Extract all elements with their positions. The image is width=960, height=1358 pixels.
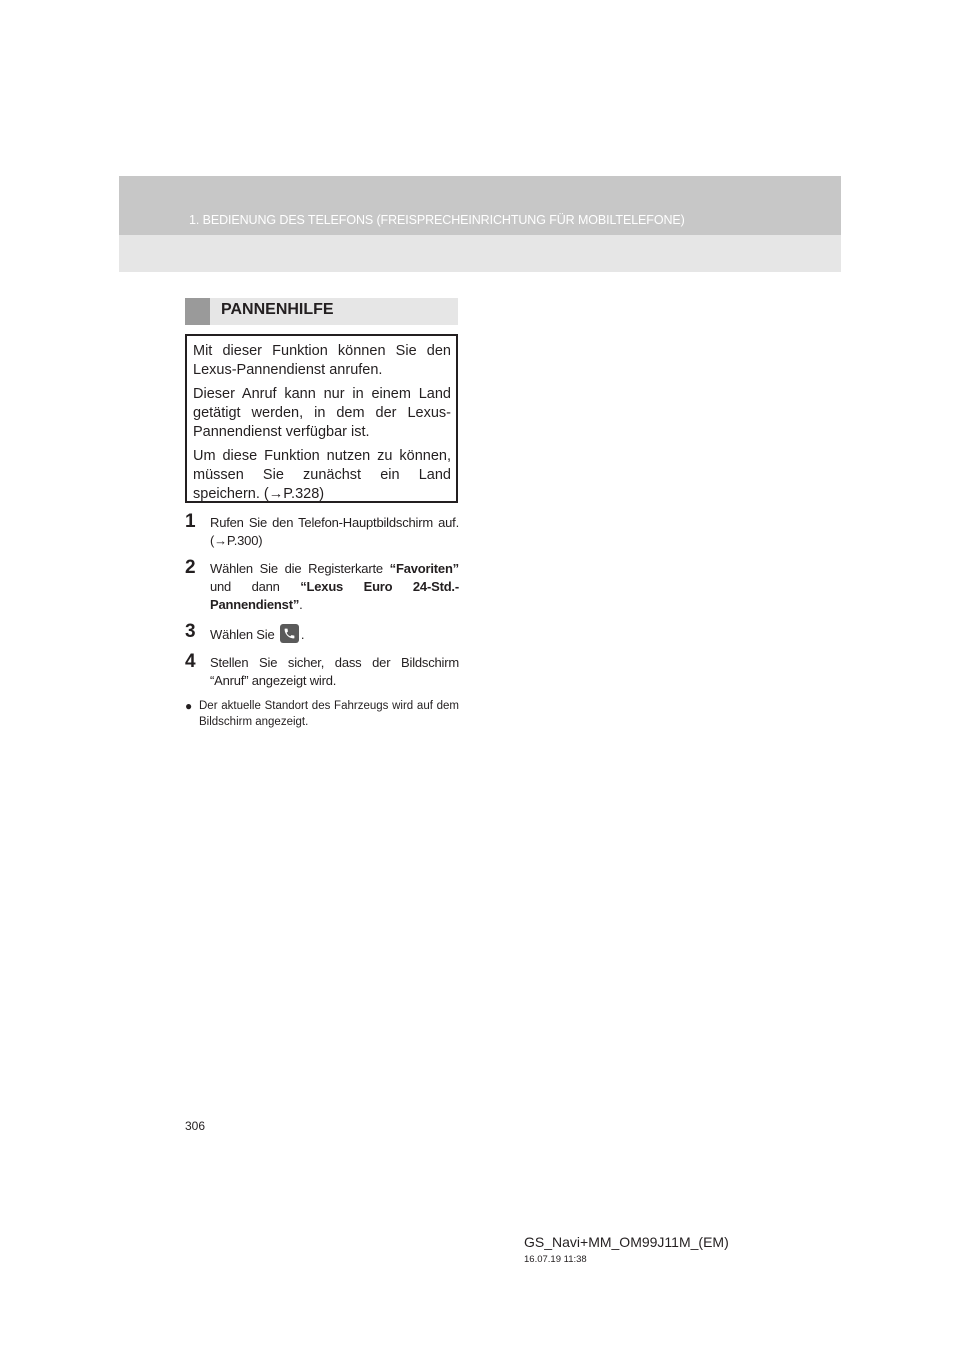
step-4: [185, 652, 459, 690]
step-text-part: und dann: [210, 579, 301, 594]
document-id: GS_Navi+MM_OM99J11M_(EM): [524, 1234, 729, 1250]
section-title: 1. BEDIENUNG DES TELEFONS (FREISPRECHEINRICHTUNG FÜR MOBILTELEFONE): [189, 213, 685, 227]
info-paragraph: Mit dieser Funktion können Sie den Lexus-Pannendienst anrufen.: [193, 343, 451, 378]
info-box: [185, 334, 458, 503]
step-2: [185, 558, 459, 614]
note-bullet: [185, 698, 459, 730]
step-number: 4: [185, 651, 196, 672]
step-text-part: Wählen Sie die Registerkarte: [210, 561, 390, 576]
step-1: [185, 512, 459, 550]
info-paragraph: Um diese Funktion nutzen zu können, müssen Sie zunächst ein Land speichern. (→P.328): [193, 448, 451, 502]
bullet-text: Der aktuelle Standort des Fahrzeugs wird auf dem Bildschirm angezeigt.: [199, 700, 459, 728]
step-number: 1: [185, 511, 196, 532]
step-text: [210, 558, 459, 614]
step-number: 2: [185, 557, 196, 578]
tab-name: “Favoriten”: [389, 561, 459, 576]
phone-icon: [280, 624, 299, 643]
step-text: Rufen Sie den Telefon-Hauptbildschirm auf. (→P.300): [210, 515, 459, 548]
header-band: [119, 176, 841, 272]
step-3: [185, 622, 459, 644]
info-paragraph: Dieser Anruf kann nur in einem Land getätigt werden, in dem der Lexus-Pannendienst verfügbar ist.: [193, 386, 451, 440]
step-number: 3: [185, 621, 196, 642]
step-text-part: .: [299, 597, 303, 612]
page-number: 306: [185, 1119, 206, 1133]
document-date: 16.07.19 11:38: [524, 1254, 587, 1265]
info-heading-title: PANNENHILFE: [221, 301, 334, 318]
steps-list: [185, 512, 459, 730]
step-text-part: .: [300, 627, 305, 642]
bullet-dot: ●: [185, 699, 193, 713]
info-heading-bar: [185, 298, 210, 325]
header-top: [119, 176, 841, 235]
step-text-part: Wählen Sie: [210, 627, 278, 642]
service-name: “Lexus Euro 24-Std.-Pannendienst”: [210, 579, 459, 612]
info-heading: [185, 298, 458, 325]
step-text: [210, 622, 304, 644]
step-text: Stellen Sie sicher, dass der Bildschirm “Anruf” angezeigt wird.: [210, 655, 459, 688]
